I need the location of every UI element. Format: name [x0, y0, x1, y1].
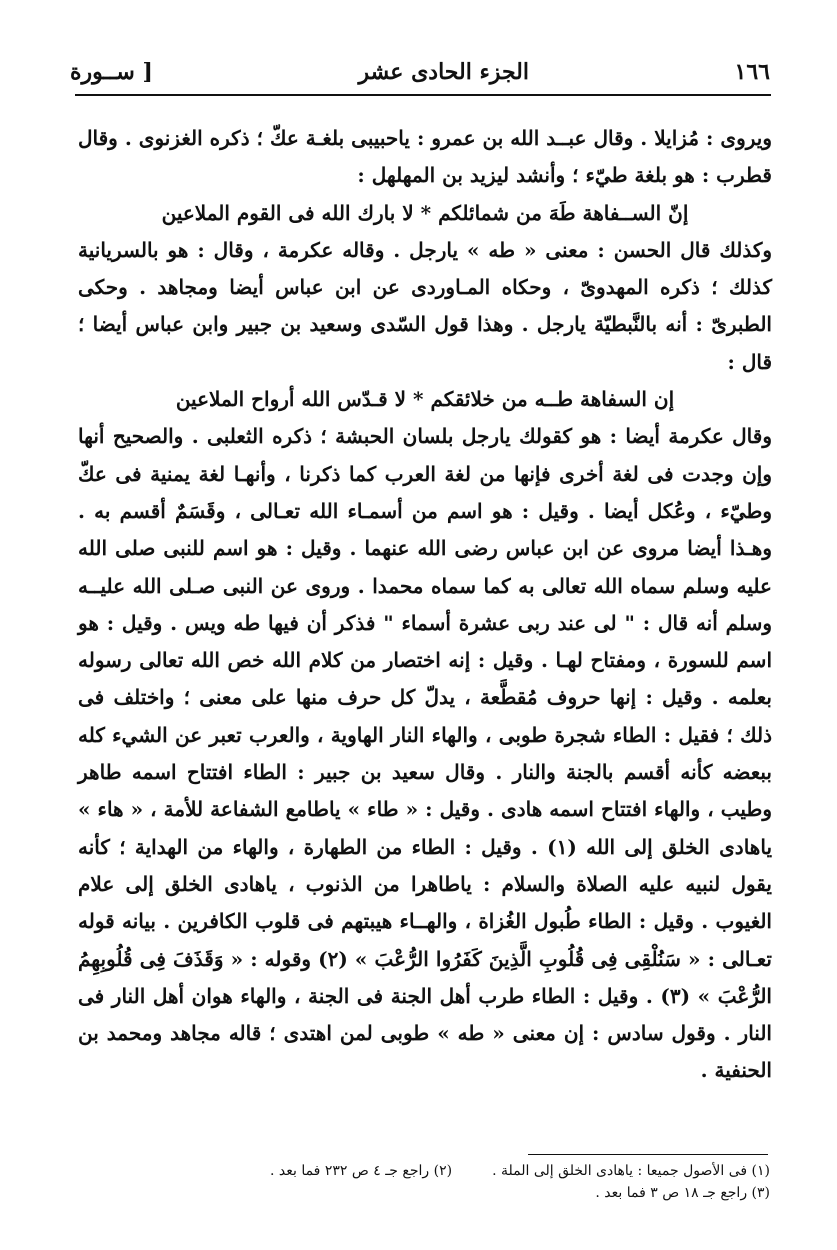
page-number: ١٦٦	[734, 59, 770, 85]
footnote-rule	[528, 1154, 768, 1155]
header-rule	[75, 94, 771, 96]
paragraph-1: ويروى : مُزايلا . وقال عبــد الله بن عمرو : ياحبيبى بلغـة عكّ ؛ ذكره الغزنوى . وقال قطرب : هو بلغة طيّء ؛ وأنشد ليزيد بن المهلهل :	[78, 126, 772, 188]
footnote-1: (١) فى الأصول جميعا : ياهادى الخلق إلى الملة .	[492, 1163, 770, 1179]
footnote-row-2	[160, 1182, 770, 1204]
surah-label: [ ســورة	[70, 59, 153, 85]
page-header	[70, 52, 770, 92]
footnotes	[160, 1160, 770, 1204]
footnote-row-1	[160, 1160, 770, 1182]
footnote-3: (٣) راجع جـ ١٨ ص ٣ فما بعد .	[595, 1185, 770, 1201]
paragraph-3: وقال عكرمة أيضا : هو كقولك يارجل بلسان الحبشة ؛ ذكره الثعلبى . والصحيح أنها وإن وجدت فى لغة أخرى فإنها من لغة العرب كما ذكرنا ، وأنهـا لغة يمنية فى عكّ وطيّء ، وعُكل أيضا . وقيل : هو اسم من أسمـاء الله تعـالى ، وقَسَمٌ أقسم به . وهـذا أيضا مروى عن ابن عباس رضى الله عنهما . وقيل : هو اسم للنبى صلى الله عليه وسلم سماه الله تعالى به كما سماه محمدا . وروى عن النبى صـلى الله عليــه وسلم أنه قال : " لى عند ربى عشرة أسماء " فذكر أن فيها طه ويس . وقيل : هو اسم للسورة ، ومفتاح لهـا . وقيل : إنه اختصار من كلام الله خص الله تعالى رسوله بعلمه . وقيل : إنها حروف مُقطَّعة ، يدلّ كل حرف منها على معنى ؛ واختلف فى ذلك ؛ فقيل : الطاء شجرة طوبى ، والهاء النار الهاوية ، والعرب تعبر عن الشيء كله ببعضه كأنه أقسم بالجنة والنار . وقال سعيد بن جبير : الطاء افتتاح اسمه طاهر وطيب ، والهاء افتتاح اسمه هادى . وقيل : « طاء » ياطامع الشفاعة للأمة ، « هاء » ياهادى الخلق إلى الله (١) . وقيل : الطاء من الطهارة ، والهاء من الهداية ؛ كأنه يقول لنبيه عليه الصلاة والسلام : ياطاهرا من الذنوب ، ياهادى الخلق إلى علام الغيوب . وقيل : الطاء طُبول الغُزاة ، والهــاء هيبتهم فى قلوب الكافرين . بيانه قوله تعـالى : « سَنُلْقِى فِى قُلُوبِ الَّذِينَ كَفَرُوا الرُّعْبَ » (٢) وقوله : « وَقَذَفَ فِى قُلُوبِهِمُ الرُّعْبَ » (٣) . وقيل : الطاء طرب أهل الجنة فى الجنة ، والهاء هوان أهل النار فى النار . وقول سادس : إن معنى « طه » طوبى لمن اهتدى ؛ قاله مجاهد ومحمد بن الحنفية .	[78, 424, 773, 1083]
verse-2: إن السفاهة طــه من خلائقكم * لا قـدّس الله أرواح الملاعين	[175, 387, 675, 412]
footnote-2: (٢) راجع جـ ٤ ص ٢٣٢ فما بعد .	[269, 1163, 453, 1179]
part-title: الجزء الحادى عشر	[358, 59, 529, 85]
paragraph-2: وكذلك قال الحسن : معنى « طه » يارجل . وقاله عكرمة ، وقال : هو بالسريانية كذلك ؛ ذكره المهدوىّ ، وحكاه المـاوردى عن ابن عباس أيضا ومجاهد . وحكى الطبرىّ : أنه بالنَّبطيّة يارجل . وهذا قول السّدى وسعيد بن جبير وابن عباس أيضا ؛ قال :	[78, 237, 772, 374]
page-body	[78, 120, 772, 1090]
verse-1: إنّ الســفاهة طَهَ من شمائلكم * لا بارك الله فى القوم الملاعين	[161, 200, 689, 225]
